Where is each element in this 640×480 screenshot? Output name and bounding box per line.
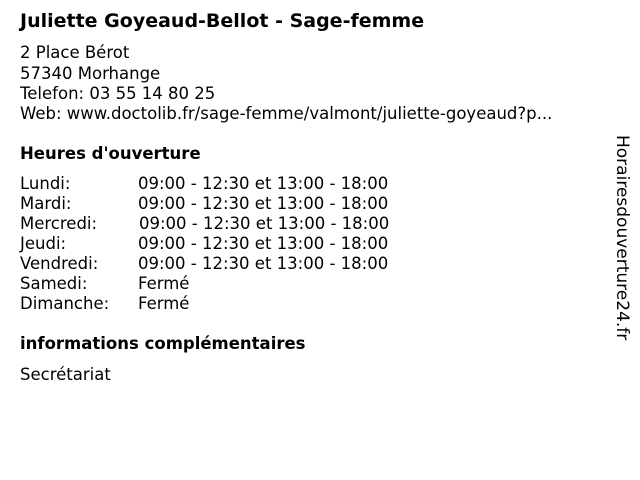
day-label: Jeudi: <box>20 234 67 253</box>
day-hours: Fermé <box>138 274 190 293</box>
business-title: Juliette Goyeaud-Bellot - Sage-femme <box>20 10 425 32</box>
extra-info-text: Secrétariat <box>20 365 111 384</box>
day-hours: 09:00 - 12:30 et 13:00 - 18:00 <box>139 214 390 233</box>
extra-info-heading: informations complémentaires <box>20 334 306 353</box>
day-hours: 09:00 - 12:30 et 13:00 - 18:00 <box>138 254 389 273</box>
day-hours: Fermé <box>138 294 190 313</box>
phone-number: Telefon: 03 55 14 80 25 <box>20 84 216 103</box>
day-hours: 09:00 - 12:30 et 13:00 - 18:00 <box>138 194 389 213</box>
day-label: Vendredi: <box>20 254 99 273</box>
address-line-2: 57340 Morhange <box>20 64 161 83</box>
day-hours: 09:00 - 12:30 et 13:00 - 18:00 <box>138 234 389 253</box>
day-label: Samedi: <box>20 274 88 293</box>
website-link[interactable]: Web: www.doctolib.fr/sage-femme/valmont/juliette-goyeaud?p... <box>20 104 553 123</box>
day-label: Mercredi: <box>20 214 98 233</box>
day-hours: 09:00 - 12:30 et 13:00 - 18:00 <box>138 174 389 193</box>
site-watermark: Horairesdouverture24.fr <box>612 135 632 341</box>
address-line-1: 2 Place Bérot <box>20 43 130 62</box>
day-label: Dimanche: <box>20 294 110 313</box>
day-label: Mardi: <box>20 194 72 213</box>
day-label: Lundi: <box>20 174 71 193</box>
opening-hours-heading: Heures d'ouverture <box>20 144 201 163</box>
